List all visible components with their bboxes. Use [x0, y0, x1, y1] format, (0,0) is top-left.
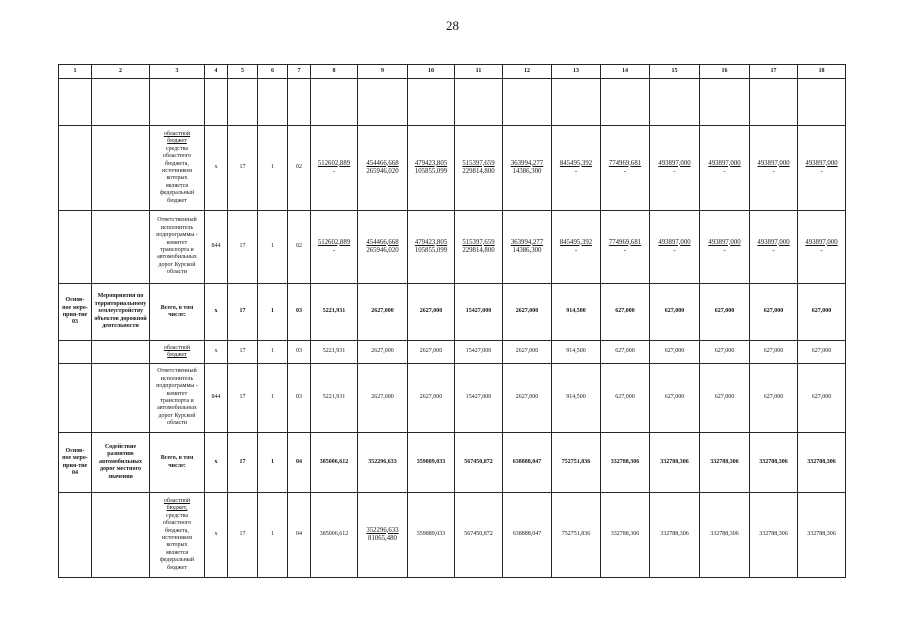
amount-cell: 914,500	[552, 284, 601, 341]
column-number: 16	[700, 65, 750, 79]
amount-cell: 385006,612	[311, 493, 358, 578]
column-number: 13	[552, 65, 601, 79]
amount-cell	[750, 126, 798, 211]
code-cell: 17	[228, 341, 258, 364]
column-number: 4	[205, 65, 228, 79]
column-number: 15	[650, 65, 700, 79]
code-cell: 1	[258, 126, 288, 211]
empty-cell	[288, 79, 311, 126]
amount-total: 512602,889	[317, 159, 351, 167]
amount-cell: 5221,931	[311, 284, 358, 341]
empty-cell	[92, 211, 150, 284]
column-number: 14	[601, 65, 650, 79]
empty-cell	[552, 79, 601, 126]
code-cell: 1	[258, 433, 288, 493]
amount-federal: -	[723, 168, 726, 175]
amount-federal: 105855,099	[414, 168, 448, 175]
column-number: 7	[288, 65, 311, 79]
amount-cell: 627,000	[601, 284, 650, 341]
column-number: 6	[258, 65, 288, 79]
amount-cell: 627,000	[750, 364, 798, 433]
table-row	[59, 493, 846, 578]
amount-federal: -	[574, 247, 578, 254]
amount-federal: -	[772, 247, 775, 254]
amount-cell: 567450,872	[455, 433, 503, 493]
code-cell: 17	[228, 126, 258, 211]
amount-cell: 5221,931	[311, 364, 358, 433]
amount-federal: 229814,800	[462, 247, 495, 254]
amount-total: 454466,668	[366, 159, 399, 167]
empty-cell	[750, 79, 798, 126]
amount-cell: 332788,306	[601, 493, 650, 578]
amount-federal: -	[332, 168, 336, 175]
amount-cell: 385006,612	[311, 433, 358, 493]
code-cell: x	[205, 284, 228, 341]
amount-cell	[408, 126, 455, 211]
code-cell: 17	[228, 364, 258, 433]
amount-cell: 627,000	[601, 364, 650, 433]
amount-total: 479423,805	[414, 238, 448, 246]
amount-cell: 2627,000	[408, 284, 455, 341]
amount-federal: -	[623, 247, 627, 254]
amount-federal: 105855,099	[414, 247, 448, 254]
amount-cell: 332788,306	[798, 493, 846, 578]
amount-federal: -	[772, 168, 775, 175]
empty-cell	[59, 493, 92, 578]
column-number: 8	[311, 65, 358, 79]
amount-federal: -	[820, 247, 823, 254]
code-cell: 844	[205, 211, 228, 284]
amount-cell: 627,000	[700, 284, 750, 341]
funding-source-cell	[150, 493, 205, 578]
amount-cell	[700, 126, 750, 211]
table-row	[59, 126, 846, 211]
amount-total: 845495,392	[559, 238, 593, 246]
empty-cell	[798, 79, 846, 126]
amount-cell	[503, 126, 552, 211]
amount-federal: -	[820, 168, 823, 175]
table-row	[59, 284, 846, 341]
amount-cell	[601, 126, 650, 211]
amount-cell: 5221,931	[311, 341, 358, 364]
amount-cell: 752751,836	[552, 433, 601, 493]
amount-cell: 627,000	[750, 341, 798, 364]
empty-cell	[59, 364, 92, 433]
amount-federal: -	[673, 247, 676, 254]
amount-cell: 627,000	[798, 364, 846, 433]
amount-cell	[650, 211, 700, 284]
amount-cell: 15427,000	[455, 341, 503, 364]
amount-cell: 332788,306	[650, 433, 700, 493]
executor-cell: Ответственный исполнитель подпрограммы - комитет транспорта и автомобильных дорог Курской области	[150, 211, 205, 284]
amount-cell	[455, 211, 503, 284]
code-cell: 02	[288, 211, 311, 284]
amount-cell: 2627,000	[503, 364, 552, 433]
table-row	[59, 433, 846, 493]
budget-table	[58, 64, 846, 578]
amount-federal: 265946,020	[366, 168, 399, 175]
amount-federal: 81065,480	[368, 535, 397, 542]
amount-cell	[798, 126, 846, 211]
column-number: 11	[455, 65, 503, 79]
total-label-cell: Всего, в том числе:	[150, 284, 205, 341]
empty-cell	[228, 79, 258, 126]
amount-cell: 627,000	[700, 341, 750, 364]
header-row	[59, 65, 846, 79]
amount-cell: 2627,000	[358, 284, 408, 341]
amount-cell: 15427,000	[455, 284, 503, 341]
amount-cell	[503, 211, 552, 284]
amount-cell: 638888,047	[503, 433, 552, 493]
amount-cell: 627,000	[798, 284, 846, 341]
empty-cell	[358, 79, 408, 126]
column-number: 9	[358, 65, 408, 79]
measure-title-cell: Содействие развитию автомобильных дорог местного значения	[92, 433, 150, 493]
amount-cell	[700, 211, 750, 284]
amount-cell: 2627,000	[358, 341, 408, 364]
amount-cell: 359889,033	[408, 433, 455, 493]
funding-source-note: средства областного бюджета, источником которых является федеральный бюджет	[159, 145, 195, 204]
amount-cell	[311, 126, 358, 211]
empty-cell	[601, 79, 650, 126]
amount-total: 479423,805	[414, 159, 448, 167]
code-cell: 1	[258, 364, 288, 433]
amount-cell: 15427,000	[455, 364, 503, 433]
amount-federal: -	[574, 168, 578, 175]
empty-cell	[92, 341, 150, 364]
amount-cell: 332788,306	[601, 433, 650, 493]
code-cell: 03	[288, 284, 311, 341]
empty-cell	[700, 79, 750, 126]
amount-cell	[750, 211, 798, 284]
amount-federal: 14386,300	[512, 247, 542, 254]
amount-cell	[358, 126, 408, 211]
code-cell: 17	[228, 493, 258, 578]
funding-source-cell	[150, 126, 205, 211]
amount-cell: 638888,047	[503, 493, 552, 578]
column-number: 5	[228, 65, 258, 79]
table-row	[59, 211, 846, 284]
amount-cell: 359889,033	[408, 493, 455, 578]
code-cell: 03	[288, 341, 311, 364]
amount-total: 493897,000	[757, 238, 790, 246]
amount-cell: 2627,000	[503, 284, 552, 341]
column-number: 2	[92, 65, 150, 79]
amount-cell: 627,000	[650, 341, 700, 364]
code-cell: x	[205, 493, 228, 578]
amount-cell	[358, 493, 408, 578]
amount-cell: 627,000	[750, 284, 798, 341]
measure-number-cell: Основ-ное меро-прия-тие 04	[59, 433, 92, 493]
column-number: 12	[503, 65, 552, 79]
total-label-cell: Всего, в том числе:	[150, 433, 205, 493]
code-cell: 1	[258, 284, 288, 341]
funding-source-title: областной бюджет,	[163, 497, 191, 512]
amount-cell: 332788,306	[700, 433, 750, 493]
code-cell: x	[205, 341, 228, 364]
amount-cell: 567450,872	[455, 493, 503, 578]
amount-federal: 229814,800	[462, 168, 495, 175]
empty-cell	[258, 79, 288, 126]
measure-number-cell: Основ-ное меро-прия-тие 03	[59, 284, 92, 341]
code-cell: 04	[288, 433, 311, 493]
empty-cell	[205, 79, 228, 126]
amount-cell	[552, 126, 601, 211]
amount-cell: 332788,306	[650, 493, 700, 578]
amount-total: 774969,681	[608, 238, 642, 246]
empty-cell	[311, 79, 358, 126]
column-number: 3	[150, 65, 205, 79]
amount-total: 493897,000	[805, 159, 838, 167]
code-cell: 1	[258, 341, 288, 364]
empty-cell	[92, 79, 150, 126]
funding-source-title: областной бюджет	[163, 130, 191, 145]
amount-cell: 2627,000	[408, 341, 455, 364]
empty-cell	[92, 126, 150, 211]
amount-total: 454466,668	[366, 238, 399, 246]
amount-cell: 332788,306	[798, 433, 846, 493]
amount-total: 845495,392	[559, 159, 593, 167]
code-cell: x	[205, 433, 228, 493]
amount-cell: 627,000	[650, 364, 700, 433]
empty-cell	[59, 211, 92, 284]
amount-federal: -	[332, 247, 336, 254]
empty-cell	[408, 79, 455, 126]
code-cell: 1	[258, 211, 288, 284]
amount-cell: 332788,306	[700, 493, 750, 578]
amount-cell: 752751,836	[552, 493, 601, 578]
amount-cell: 2627,000	[503, 341, 552, 364]
amount-cell: 914,500	[552, 341, 601, 364]
measure-title-cell: Мероприятия по территориальному землеустройству объектов дорожной деятельности	[92, 284, 150, 341]
empty-cell	[150, 79, 205, 126]
amount-cell: 2627,000	[408, 364, 455, 433]
amount-cell: 627,000	[700, 364, 750, 433]
code-cell: x	[205, 126, 228, 211]
amount-cell	[455, 126, 503, 211]
amount-total: 515397,659	[462, 238, 495, 246]
funding-source-cell: областной бюджет	[150, 341, 205, 364]
code-cell: 17	[228, 211, 258, 284]
code-cell: 1	[258, 493, 288, 578]
amount-cell: 627,000	[798, 341, 846, 364]
amount-cell: 332788,306	[750, 433, 798, 493]
amount-total: 774969,681	[608, 159, 642, 167]
code-cell: 04	[288, 493, 311, 578]
amount-federal: 265946,020	[366, 247, 399, 254]
amount-federal: -	[673, 168, 676, 175]
code-cell: 03	[288, 364, 311, 433]
amount-total: 493897,000	[658, 238, 691, 246]
table-row	[59, 364, 846, 433]
amount-total: 493897,000	[658, 159, 691, 167]
code-cell: 844	[205, 364, 228, 433]
column-number: 18	[798, 65, 846, 79]
amount-federal: -	[623, 168, 627, 175]
amount-total: 363994,277	[510, 159, 544, 167]
code-cell: 17	[228, 284, 258, 341]
amount-cell: 352296,633	[358, 433, 408, 493]
amount-total: 493897,000	[708, 159, 741, 167]
amount-total: 352296,633	[366, 526, 399, 534]
empty-cell	[650, 79, 700, 126]
amount-total: 512602,889	[317, 238, 351, 246]
amount-cell: 914,500	[552, 364, 601, 433]
amount-federal: -	[723, 247, 726, 254]
column-number: 10	[408, 65, 455, 79]
code-cell: 02	[288, 126, 311, 211]
amount-total: 493897,000	[708, 238, 741, 246]
amount-cell	[311, 211, 358, 284]
empty-cell	[59, 341, 92, 364]
table-row	[59, 341, 846, 364]
empty-cell	[92, 493, 150, 578]
funding-source-note: средства областного бюджета, источником которых является федеральный бюджет	[159, 512, 195, 571]
amount-cell: 627,000	[650, 284, 700, 341]
empty-cell	[59, 79, 92, 126]
amount-cell	[650, 126, 700, 211]
column-number: 1	[59, 65, 92, 79]
amount-cell: 2627,000	[358, 364, 408, 433]
amount-cell	[798, 211, 846, 284]
empty-row	[59, 79, 846, 126]
column-number: 17	[750, 65, 798, 79]
amount-cell	[408, 211, 455, 284]
empty-cell	[59, 126, 92, 211]
amount-cell	[601, 211, 650, 284]
amount-total: 493897,000	[757, 159, 790, 167]
amount-total: 515397,659	[462, 159, 495, 167]
code-cell: 17	[228, 433, 258, 493]
amount-cell	[358, 211, 408, 284]
amount-cell	[552, 211, 601, 284]
empty-cell	[455, 79, 503, 126]
empty-cell	[92, 364, 150, 433]
amount-cell: 627,000	[601, 341, 650, 364]
amount-cell: 332788,306	[750, 493, 798, 578]
page-number: 28	[446, 18, 459, 33]
amount-total: 493897,000	[805, 238, 838, 246]
empty-cell	[503, 79, 552, 126]
executor-cell: Ответственный исполнитель подпрограммы - комитет транспорта и автомобильных дорог Курской области	[150, 364, 205, 433]
amount-federal: 14386,300	[512, 168, 542, 175]
amount-total: 363994,277	[510, 238, 544, 246]
